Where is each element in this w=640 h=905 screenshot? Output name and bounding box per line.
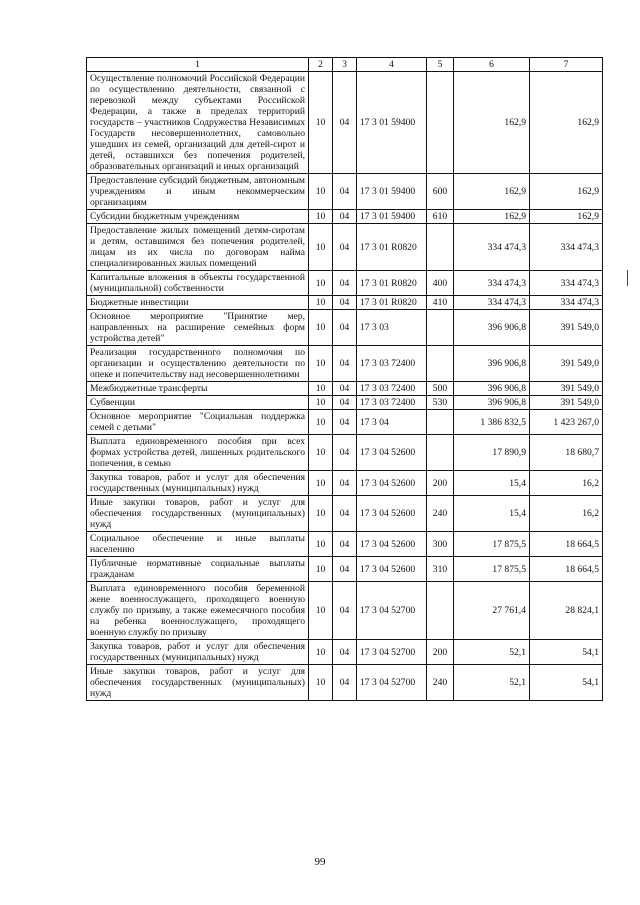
cell-name: Закупка товаров, работ и услуг для обеспечения государственных (муниципальных) нужд [87, 471, 309, 496]
cell-target-article: 17 3 01 R0820 [357, 296, 427, 310]
cell-section: 10 [309, 410, 333, 435]
cell-expense-type [427, 410, 454, 435]
cell-section: 10 [309, 72, 333, 174]
cell-expense-type [427, 346, 454, 382]
cell-amount-col7: 54,1 [530, 665, 603, 701]
table-row [87, 174, 603, 210]
cell-amount-col7: 162,9 [530, 174, 603, 210]
cell-section: 10 [309, 174, 333, 210]
table-row [87, 382, 603, 396]
cell-subsection: 04 [333, 640, 357, 665]
cell-section: 10 [309, 496, 333, 532]
cell-amount-col7: 334 474,3 [530, 271, 603, 296]
cell-subsection: 04 [333, 471, 357, 496]
header-col-2: 2 [309, 58, 333, 72]
cell-amount-col7: 162,9 [530, 210, 603, 224]
cell-amount-col6: 15,4 [454, 496, 530, 532]
cell-expense-type: 240 [427, 496, 454, 532]
header-col-3: 3 [333, 58, 357, 72]
cell-target-article: 17 3 04 52600 [357, 471, 427, 496]
cell-section: 10 [309, 382, 333, 396]
cell-section: 10 [309, 296, 333, 310]
table-row [87, 224, 603, 271]
cell-amount-col7: 54,1 [530, 640, 603, 665]
cell-target-article: 17 3 03 72400 [357, 382, 427, 396]
cell-expense-type: 240 [427, 665, 454, 701]
cell-amount-col7: 334 474,3 [530, 224, 603, 271]
cell-section: 10 [309, 396, 333, 410]
table-row [87, 471, 603, 496]
cell-section: 10 [309, 557, 333, 582]
cell-target-article: 17 3 01 59400 [357, 210, 427, 224]
cell-name: Предоставление жилых помещений детям-сиротам и детям, оставшимся без попечения родителей, лицам из их числа по договорам найма специализированных жилых помещений [87, 224, 309, 271]
table-body [87, 58, 603, 701]
cell-target-article: 17 3 01 59400 [357, 72, 427, 174]
margin-mark [627, 270, 628, 286]
cell-name: Основное мероприятие "Принятие мер, направленных на расширение семейных форм устройства детей" [87, 310, 309, 346]
cell-target-article: 17 3 04 52600 [357, 496, 427, 532]
cell-amount-col6: 27 761,4 [454, 582, 530, 640]
cell-amount-col7: 1 423 267,0 [530, 410, 603, 435]
table-row [87, 396, 603, 410]
cell-target-article: 17 3 03 72400 [357, 346, 427, 382]
page-number: 99 [314, 856, 326, 868]
table-row [87, 532, 603, 557]
cell-name: Закупка товаров, работ и услуг для обеспечения государственных (муниципальных) нужд [87, 640, 309, 665]
cell-amount-col7: 28 824,1 [530, 582, 603, 640]
cell-amount-col6: 334 474,3 [454, 224, 530, 271]
cell-section: 10 [309, 640, 333, 665]
cell-target-article: 17 3 01 R0820 [357, 271, 427, 296]
cell-name: Предоставление субсидий бюджетным, автономным учреждениям и иным некоммерческим организациям [87, 174, 309, 210]
cell-name: Субсидии бюджетным учреждениям [87, 210, 309, 224]
cell-amount-col6: 17 875,5 [454, 532, 530, 557]
cell-expense-type: 200 [427, 471, 454, 496]
cell-amount-col6: 396 906,8 [454, 346, 530, 382]
cell-amount-col6: 52,1 [454, 665, 530, 701]
cell-expense-type [427, 310, 454, 346]
cell-expense-type: 610 [427, 210, 454, 224]
cell-subsection: 04 [333, 410, 357, 435]
cell-target-article: 17 3 04 52700 [357, 582, 427, 640]
cell-subsection: 04 [333, 296, 357, 310]
table-row [87, 310, 603, 346]
cell-expense-type: 600 [427, 174, 454, 210]
cell-amount-col6: 162,9 [454, 72, 530, 174]
cell-amount-col6: 396 906,8 [454, 396, 530, 410]
cell-subsection: 04 [333, 532, 357, 557]
cell-target-article: 17 3 03 [357, 310, 427, 346]
cell-amount-col6: 396 906,8 [454, 310, 530, 346]
cell-target-article: 17 3 04 52600 [357, 435, 427, 471]
header-col-7: 7 [530, 58, 603, 72]
table-row [87, 496, 603, 532]
table-header-row [87, 58, 603, 72]
cell-target-article: 17 3 03 72400 [357, 396, 427, 410]
cell-name: Социальное обеспечение и иные выплаты населению [87, 532, 309, 557]
cell-name: Субвенции [87, 396, 309, 410]
cell-amount-col7: 16,2 [530, 471, 603, 496]
cell-target-article: 17 3 04 52600 [357, 532, 427, 557]
cell-amount-col6: 17 890,9 [454, 435, 530, 471]
cell-amount-col7: 391 549,0 [530, 382, 603, 396]
cell-subsection: 04 [333, 665, 357, 701]
cell-amount-col6: 162,9 [454, 174, 530, 210]
cell-section: 10 [309, 582, 333, 640]
table-row [87, 210, 603, 224]
cell-subsection: 04 [333, 435, 357, 471]
cell-subsection: 04 [333, 310, 357, 346]
cell-target-article: 17 3 01 R0820 [357, 224, 427, 271]
cell-amount-col6: 396 906,8 [454, 382, 530, 396]
budget-table [86, 57, 603, 701]
cell-amount-col6: 334 474,3 [454, 271, 530, 296]
cell-amount-col7: 18 680,7 [530, 435, 603, 471]
cell-amount-col7: 391 549,0 [530, 346, 603, 382]
cell-expense-type: 500 [427, 382, 454, 396]
cell-section: 10 [309, 210, 333, 224]
cell-target-article: 17 3 04 [357, 410, 427, 435]
table-row [87, 410, 603, 435]
cell-name: Выплата единовременного пособия при всех формах устройства детей, лишенных родительского попечения, в семью [87, 435, 309, 471]
cell-amount-col7: 391 549,0 [530, 310, 603, 346]
cell-amount-col7: 162,9 [530, 72, 603, 174]
cell-amount-col6: 1 386 832,5 [454, 410, 530, 435]
header-col-1: 1 [87, 58, 309, 72]
table-row [87, 665, 603, 701]
table-row [87, 557, 603, 582]
table-row [87, 72, 603, 174]
cell-expense-type [427, 224, 454, 271]
cell-expense-type: 530 [427, 396, 454, 410]
header-col-4: 4 [357, 58, 427, 72]
cell-expense-type [427, 72, 454, 174]
cell-expense-type: 310 [427, 557, 454, 582]
table-row [87, 582, 603, 640]
cell-subsection: 04 [333, 271, 357, 296]
cell-amount-col7: 391 549,0 [530, 396, 603, 410]
cell-section: 10 [309, 665, 333, 701]
cell-subsection: 04 [333, 224, 357, 271]
table-row [87, 346, 603, 382]
cell-name: Выплата единовременного пособия беременной жене военнослужащего, проходящего военную службу по призыву, а также ежемесячного пособия на ребенка военнослужащего, проходящего военную службу по призыву [87, 582, 309, 640]
cell-name: Бюджетные инвестиции [87, 296, 309, 310]
cell-expense-type: 300 [427, 532, 454, 557]
cell-amount-col6: 334 474,3 [454, 296, 530, 310]
cell-section: 10 [309, 310, 333, 346]
cell-name: Капитальные вложения в объекты государственной (муниципальной) собственности [87, 271, 309, 296]
cell-amount-col7: 18 664,5 [530, 557, 603, 582]
cell-subsection: 04 [333, 396, 357, 410]
cell-name: Иные закупки товаров, работ и услуг для обеспечения государственных (муниципальных) нужд [87, 665, 309, 701]
cell-target-article: 17 3 04 52600 [357, 557, 427, 582]
cell-section: 10 [309, 471, 333, 496]
cell-subsection: 04 [333, 557, 357, 582]
cell-amount-col6: 17 875,5 [454, 557, 530, 582]
cell-section: 10 [309, 346, 333, 382]
cell-expense-type: 400 [427, 271, 454, 296]
table-row [87, 296, 603, 310]
cell-section: 10 [309, 224, 333, 271]
cell-target-article: 17 3 01 59400 [357, 174, 427, 210]
cell-subsection: 04 [333, 174, 357, 210]
cell-amount-col7: 334 474,3 [530, 296, 603, 310]
cell-name: Межбюджетные трансферты [87, 382, 309, 396]
cell-subsection: 04 [333, 582, 357, 640]
cell-name: Осуществление полномочий Российской Федерации по осуществлению деятельности, связанной с перевозкой между субъектами Российской Федерации, а также в пределах территорий государств – участников Содружества Независимых Государств несовершеннолетних, самовольно ушедших из семей, организаций для детей-сирот и детей, оставшихся без попечения родителей, образовательных организаций и иных организаций [87, 72, 309, 174]
cell-amount-col6: 15,4 [454, 471, 530, 496]
cell-amount-col7: 18 664,5 [530, 532, 603, 557]
table-row [87, 435, 603, 471]
header-col-5: 5 [427, 58, 454, 72]
cell-subsection: 04 [333, 210, 357, 224]
cell-target-article: 17 3 04 52700 [357, 665, 427, 701]
cell-subsection: 04 [333, 346, 357, 382]
cell-expense-type: 410 [427, 296, 454, 310]
cell-amount-col6: 162,9 [454, 210, 530, 224]
table-row [87, 271, 603, 296]
cell-name: Реализация государственного полномочия по организации и осуществлению деятельности по опеке и попечительству над несовершеннолетними [87, 346, 309, 382]
cell-name: Иные закупки товаров, работ и услуг для обеспечения государственных (муниципальных) нужд [87, 496, 309, 532]
cell-name: Публичные нормативные социальные выплаты гражданам [87, 557, 309, 582]
cell-subsection: 04 [333, 72, 357, 174]
cell-amount-col6: 52,1 [454, 640, 530, 665]
cell-amount-col7: 16,2 [530, 496, 603, 532]
cell-section: 10 [309, 435, 333, 471]
cell-subsection: 04 [333, 382, 357, 396]
cell-subsection: 04 [333, 496, 357, 532]
cell-section: 10 [309, 532, 333, 557]
table-row [87, 640, 603, 665]
cell-name: Основное мероприятие "Социальная поддержка семей с детьми" [87, 410, 309, 435]
cell-expense-type: 200 [427, 640, 454, 665]
cell-section: 10 [309, 271, 333, 296]
cell-expense-type [427, 582, 454, 640]
cell-target-article: 17 3 04 52700 [357, 640, 427, 665]
header-col-6: 6 [454, 58, 530, 72]
cell-expense-type [427, 435, 454, 471]
